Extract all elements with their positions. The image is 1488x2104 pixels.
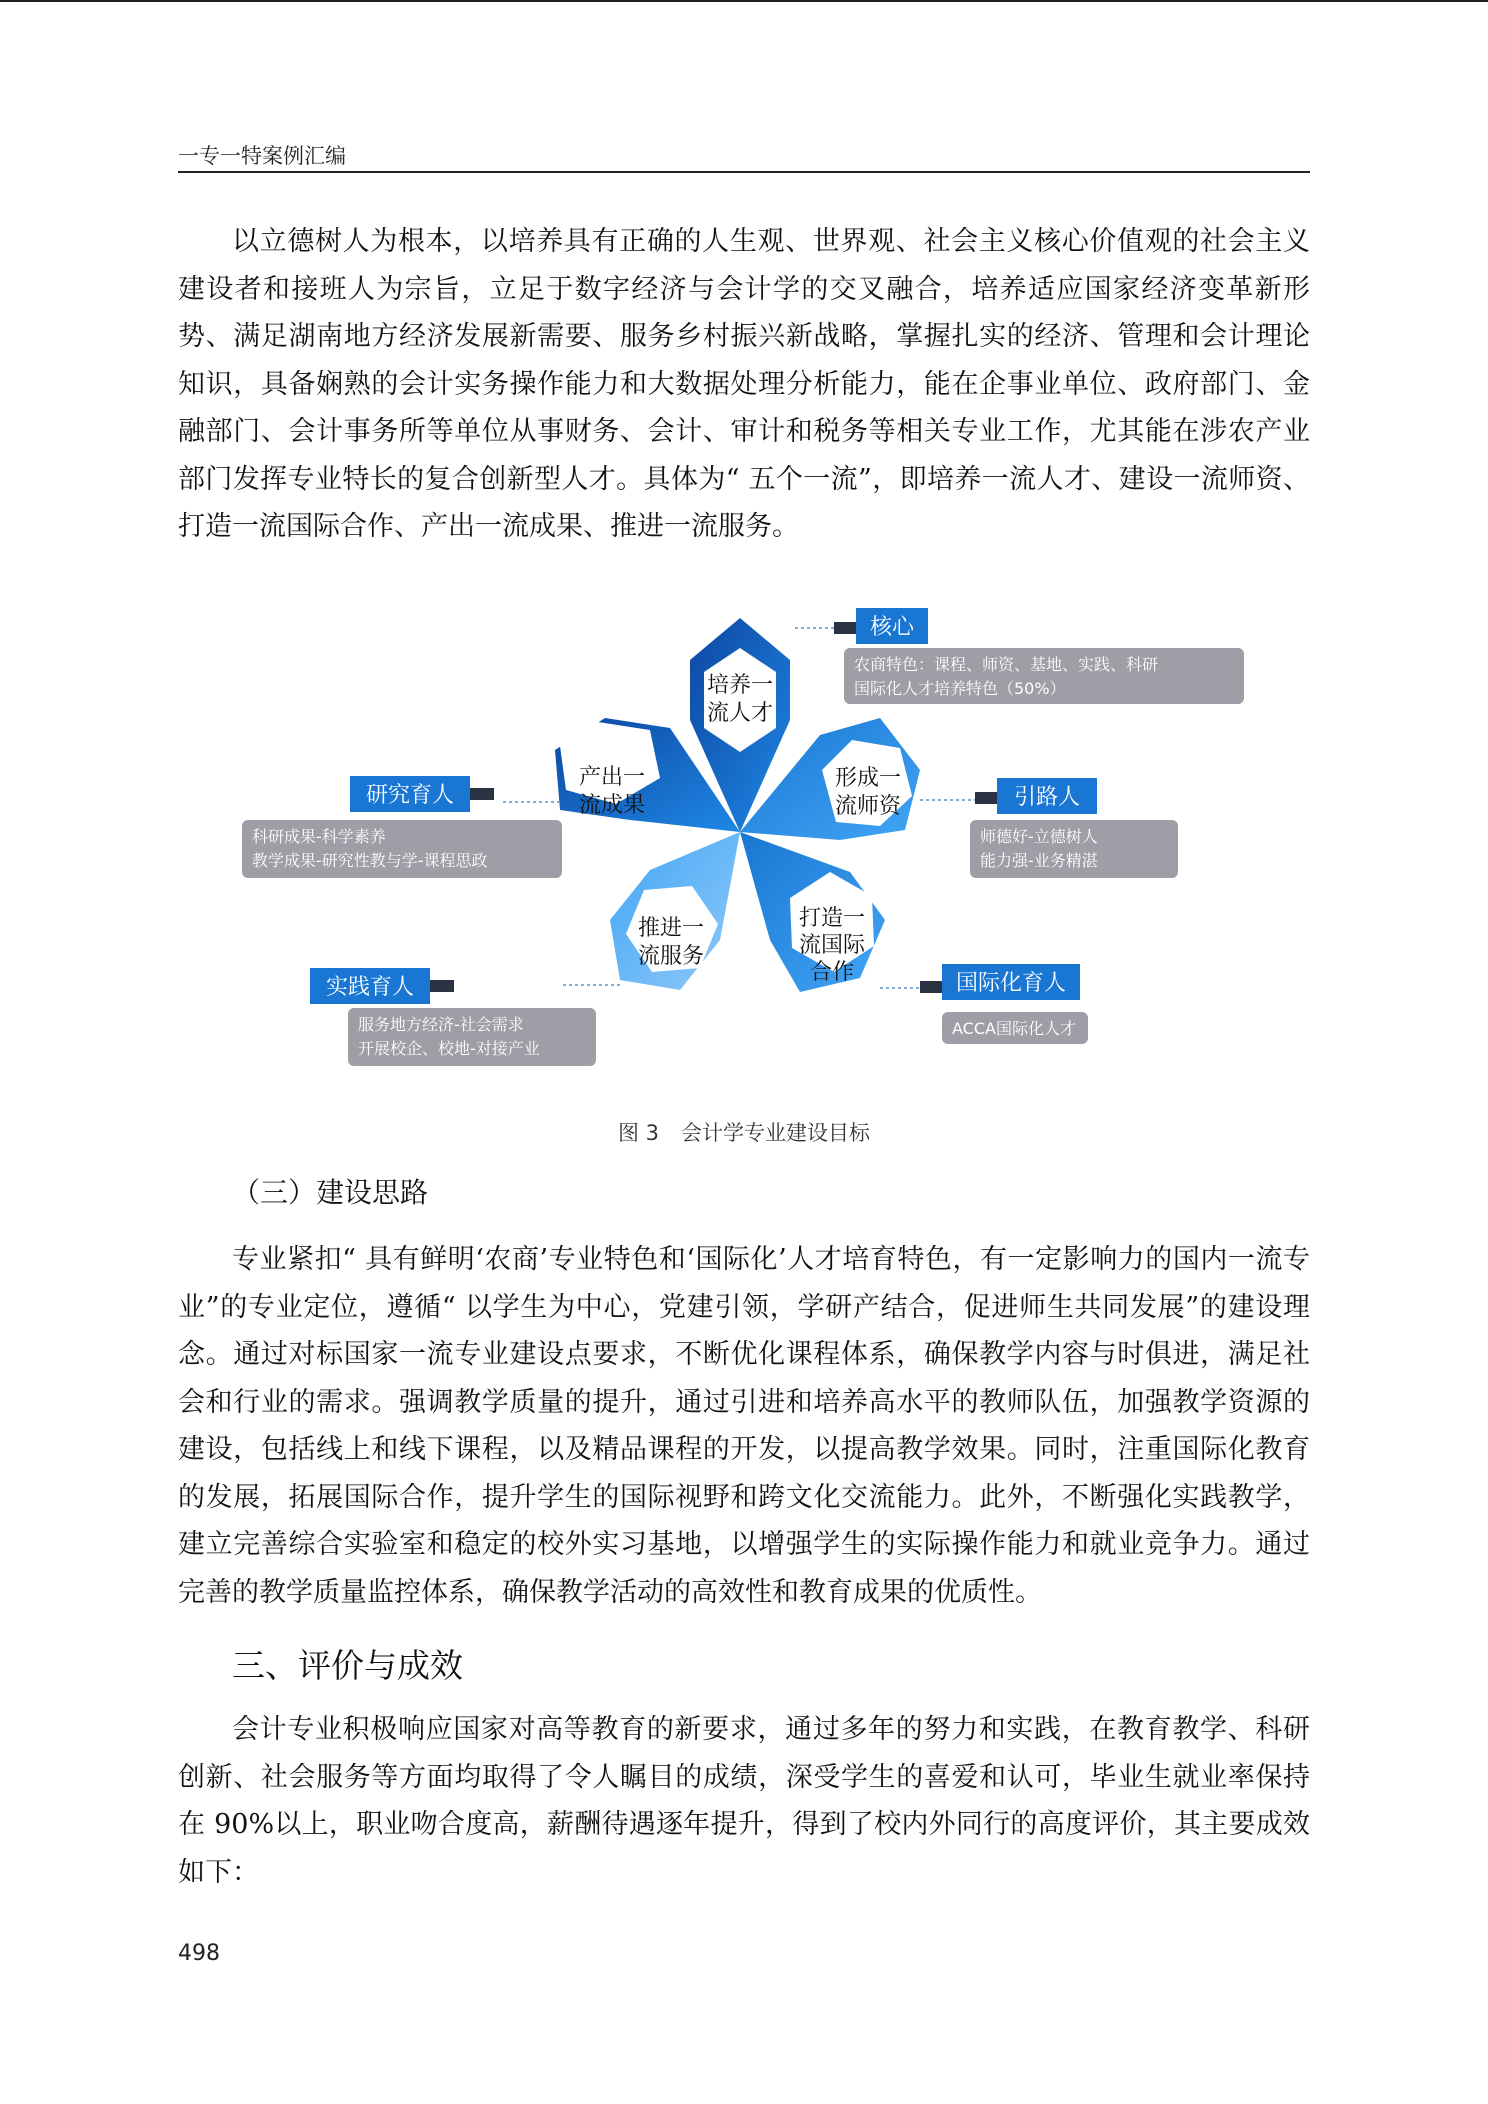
tag-research-desc-1: 科研成果-科学素养 <box>252 827 386 846</box>
tag-practice-title: 实践育人 <box>325 975 415 1000</box>
tag-core-title: 核心 <box>869 615 915 640</box>
tag-practice <box>310 968 596 1066</box>
petal-service <box>610 832 740 990</box>
tag-core <box>834 608 1244 704</box>
figure-caption-number: 图 3 <box>617 1121 660 1145</box>
tag-leader-desc-2: 能力强-业务精湛 <box>980 851 1098 870</box>
petal-intl-line-3: 合作 <box>809 960 855 985</box>
petal-faculty-line-2: 流师资 <box>834 794 902 819</box>
results-paragraph: 会计专业积极响应国家对高等教育的新要求，通过多年的努力和实践，在教育教学、科研创新、社会服务等方面均取得了令人瞩目的成绩，深受学生的喜爱和认可，毕业生就业率保持在 90%以上，职业吻合度高，薪酬待遇逐年提升，得到了校内外同行的高度评价，其主要成效如下： <box>178 1714 1310 1888</box>
petal-talent-line-1: 培养一 <box>706 673 774 698</box>
header-rule <box>178 171 1310 173</box>
tag-core-desc-1: 农商特色：课程、师资、基地、实践、科研 <box>854 655 1159 674</box>
petal-intl-line-1: 打造一 <box>798 906 866 931</box>
tag-intl-title: 国际化育人 <box>955 971 1067 996</box>
running-header: 一专一特案例汇编 <box>178 144 346 168</box>
top-border-line <box>0 0 1488 2</box>
intro-paragraph: 以立德树人为根本，以培养具有正确的人生观、世界观、社会主义核心价值观的社会主义建设者和接班人为宗旨，立足于数字经济与会计学的交叉融合，培养适应国家经济变革新形势、满足湖南地方经济发展新需要、服务乡村振兴新战略，掌握扎实的经济、管理和会计理论知识，具备娴熟的会计实务操作能力和大数据处理分析能力，能在企事业单位、政府部门、金融部门、会计事务所等单位从事财务、会计、审计和税务等相关专业工作，尤其能在涉农产业部门发挥专业特长的复合创新型人才。具体为“ 五个一流”，即培养一流人才、建设一流师资、打造一流国际合作、产出一流成果、推进一流服务。 <box>178 226 1310 542</box>
tag-research <box>242 776 562 878</box>
petal-talent-line-2: 流人才 <box>706 701 774 726</box>
subheading-construction-ideas: （三）建设思路 <box>232 1176 429 1209</box>
petal-service-line-2: 流服务 <box>637 944 705 969</box>
tag-core-desc-2: 国际化人才培养特色（50%） <box>854 679 1066 698</box>
tag-research-desc-2: 教学成果-研究性教与学-课程思政 <box>252 851 488 870</box>
tag-practice-desc-2: 开展校企、校地-对接产业 <box>358 1039 540 1058</box>
ideas-paragraph: 专业紧扣“ 具有鲜明‘农商’专业特色和‘国际化’人才培育特色，有一定影响力的国内一流专业”的专业定位，遵循“ 以学生为中心，党建引领，学研产结合，促进师生共同发展”的建设理念。通过对标国家一流专业建设点要求，不断优化课程体系，确保教学内容与时俱进，满足社会和行业的需求。强调教学质量的提升，通过引进和培养高水平的教师队伍，加强教学资源的建设，包括线上和线下课程，以及精品课程的开发，以提高教学效果。同时，注重国际化教育的发展，拓展国际合作，提升学生的国际视野和跨文化交流能力。此外，不断强化实践教学，建立完善综合实验室和稳定的校外实习基地，以增强学生的实际操作能力和就业竞争力。通过完善的教学质量监控体系，确保教学活动的高效性和教育成果的优质性。 <box>178 1244 1310 1608</box>
figure-caption <box>0 1117 1488 1147</box>
tag-practice-desc-1: 服务地方经济-社会需求 <box>358 1015 524 1034</box>
tag-leader-title: 引路人 <box>1013 785 1081 810</box>
petal-intl-line-2: 流国际 <box>798 933 866 958</box>
tag-leader-desc-1: 师德好-立德树人 <box>980 827 1098 846</box>
tag-international <box>920 964 1088 1044</box>
petal-faculty-line-1: 形成一 <box>834 766 902 791</box>
petal-service-line-1: 推进一 <box>637 916 705 941</box>
tag-intl-desc-1: ACCA国际化人才 <box>952 1019 1076 1038</box>
tag-research-title: 研究育人 <box>365 783 455 808</box>
page-number: 498 <box>178 1941 220 1966</box>
tag-leader <box>970 778 1178 878</box>
figure-caption-text: 会计学专业建设目标 <box>681 1121 871 1145</box>
petal-results-line-1: 产出一 <box>578 765 646 790</box>
section-heading-evaluation: 三、评价与成效 <box>232 1646 463 1685</box>
petal-international <box>740 832 885 992</box>
construction-goals-figure <box>230 600 1260 1080</box>
petal-results-line-2: 流成果 <box>578 793 646 818</box>
